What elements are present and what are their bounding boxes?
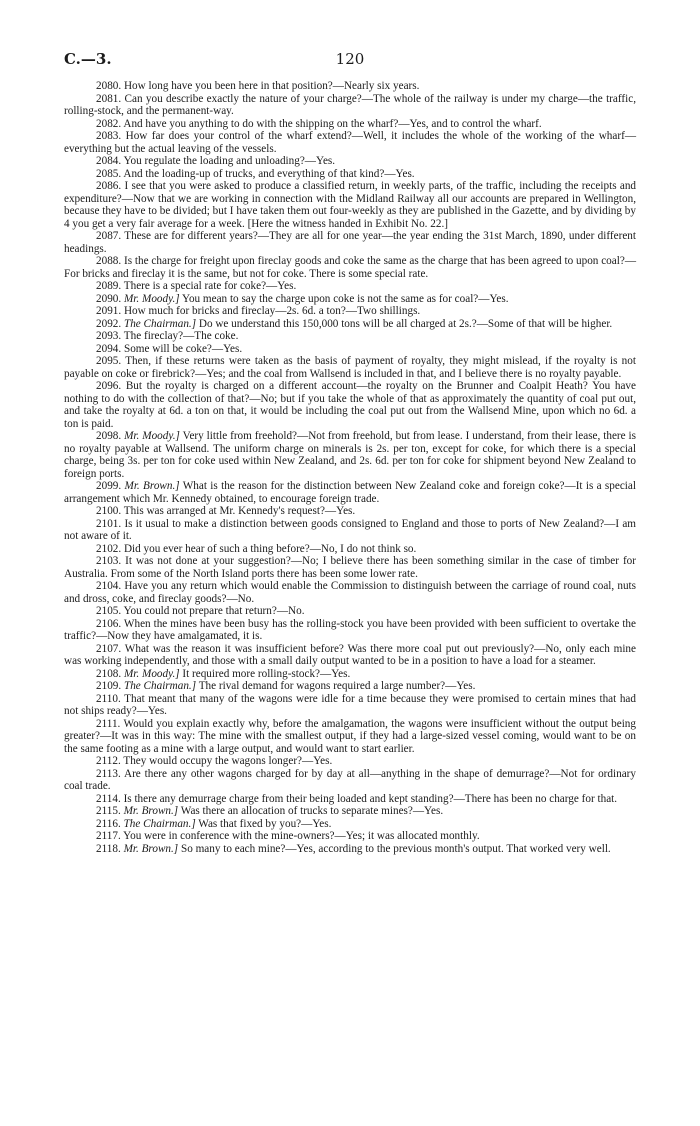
question-number: 2088. [96,255,122,267]
question-paragraph [64,693,636,718]
question-paragraph [64,805,636,818]
question-paragraph [64,168,636,181]
question-text: Was that fixed by you?—Yes. [198,817,332,830]
question-number: 2091. [96,305,122,317]
question-paragraph [64,343,636,356]
question-text: That meant that many of the wagons were idle for a time because they were promised to certain mines that had not ships ready?—Yes. [64,692,636,717]
question-text: There is a special rate for coke?—Yes. [123,280,297,292]
question-paragraph [64,618,636,643]
question-text: Then, if these returns were taken as the basis of payment of royalty, they might mislead, if the royalty is not payable on coke or firebrick?—Yes; and the coal from Wallsend is included in that, and I believe there is no royalty payable. [64,355,636,380]
testimony-body [64,80,636,855]
question-paragraph [64,355,636,380]
question-number: 2092. [96,317,122,330]
question-paragraph [64,480,636,505]
question-number: 2104. [96,580,122,592]
question-text: It was not done at your suggestion?—No; I believe there has been something similar in the case of timber for Australia. From some of the North Island ports there has been some lower rate. [64,555,637,580]
question-number: 2115. [96,805,121,817]
question-paragraph [64,755,636,768]
question-number: 2094. [96,342,122,355]
question-paragraph [64,280,636,293]
question-number: 2086. [96,180,122,192]
question-number: 2110. [96,692,121,705]
question-number: 2112. [96,755,121,767]
question-paragraph [64,643,636,668]
speaker-label: Mr. Moody.] [123,292,180,305]
question-number: 2107. [96,642,122,655]
question-text: The fireclay?—The coke. [123,330,239,342]
question-text: Very little from freehold?—Not from freehold, but from lease. I understand, from their lease, there is no royalty payable at Wallsend. The uniform charge on minerals is 2s. per ton, except for coke, for which there is a special charge, being 3s. per ton for coke used within New Zealand, and 2s. 6d. per ton for coke for shipment beyond New Zealand to foreign ports. [64,430,636,480]
question-number: 2100. [96,505,122,517]
question-text: I see that you were asked to produce a classified return, in weekly parts, of the traffic, including the receipts and expenditure?—Now that we are working in connection with the Midland Railway all our accounts are prepared in Wellington, because they have to be divided; but I have taken them out four-weekly as they are published in the Gazette, and by dividing by 4 you get a very fair average for a week. [Here the witness handed in Exhibit No. 22.] [64,180,637,230]
question-number: 2116. [96,817,121,830]
question-text: Can you describe exactly the nature of your charge?—The whole of the railway is under my charge—the traffic, rolling-stock, and the permanent-way. [64,92,636,117]
question-paragraph [64,230,636,255]
question-number: 2090. [96,292,122,305]
question-number: 2093. [96,330,122,342]
question-text: How far does your control of the wharf extend?—Well, it includes the whole of the working of the wharf—everything but the actual leaving of the vessels. [64,130,637,155]
question-text: And have you anything to do with the shipping on the wharf?—Yes, and to control the wharf. [123,117,542,130]
question-text: They would occupy the wagons longer?—Yes. [123,755,333,767]
question-text: Is there any demurrage charge from their being loaded and kept standing?—There has been no charge for that. [123,792,618,805]
question-paragraph [64,293,636,306]
question-number: 2085. [96,167,122,180]
question-text: Do we understand this 150,000 tons will be all charged at 2s.?—Some of that will be higher. [198,317,613,330]
question-number: 2113. [96,767,121,780]
question-paragraph [64,330,636,343]
question-number: 2101. [96,517,122,530]
question-number: 2117. [96,830,121,842]
question-number: 2099. [96,480,122,492]
question-paragraph [64,518,636,543]
question-text: You regulate the loading and unloading?—Yes. [123,155,336,167]
speaker-label: Mr. Brown.] [124,480,180,492]
question-number: 2108. [96,667,122,680]
question-number: 2082. [96,117,122,130]
question-number: 2106. [96,617,122,630]
speaker-label: Mr. Brown.] [123,842,179,855]
question-text: The rival demand for wagons required a large number?—Yes. [198,680,476,692]
question-paragraph [64,605,636,618]
question-paragraph [64,580,636,605]
question-number: 2087. [96,230,122,242]
question-number: 2080. [96,80,122,92]
question-paragraph [64,680,636,693]
question-text: Would you explain exactly why, before the amalgamation, the wagons were insufficient without the output being greater?—It was in this way: The mine with the smallest output, if they had a large-sized vessel coming, would want to be on the same footing as a mine with a large output, and would want to start earlier. [64,717,636,755]
question-number: 2089. [96,280,122,292]
question-paragraph [64,318,636,331]
page-header [64,50,636,72]
question-text: So many to each mine?—Yes, according to the previous month's output. That worked very well. [180,842,611,855]
question-text: Was there an allocation of trucks to separate mines?—Yes. [180,805,444,817]
question-text: And the loading-up of trucks, and everything of that kind?—Yes. [123,167,415,180]
question-text: Did you ever hear of such a thing before?—No, I do not think so. [123,542,417,555]
page-number: 120 [335,50,365,68]
question-paragraph [64,555,636,580]
question-text: How much for bricks and fireclay—2s. 6d. a ton?—Two shillings. [123,305,421,317]
question-text: When the mines have been busy has the rolling-stock you have been provided with been sufficient to overtake the traffic?—Now they have amalgamated, it is. [64,617,636,642]
question-paragraph [64,430,636,480]
question-text: Are there any other wagons charged for by day at all—anything in the shape of demurrage?—Not for ordinary coal trade. [64,767,636,792]
speaker-label: Mr. Brown.] [123,805,179,817]
question-text: It required more rolling-stock?—Yes. [182,667,351,680]
speaker-label: Mr. Moody.] [124,430,180,442]
question-number: 2083. [96,130,122,142]
question-text: This was arranged at Mr. Kennedy's request?—Yes. [123,505,356,517]
question-text: These are for different years?—They are all for one year—the year ending the 31st March, 1890, under different headings. [64,230,636,255]
question-paragraph [64,305,636,318]
question-paragraph [64,255,636,280]
question-number: 2105. [96,605,122,617]
question-number: 2109. [96,680,122,692]
question-paragraph [64,505,636,518]
question-text: Is the charge for freight upon fireclay goods and coke the same as the charge that has been agreed to upon coal?—For bricks and fireclay it is the same, but not for coke. There is some special rate. [64,255,637,280]
question-number: 2098. [96,430,122,442]
question-paragraph [64,155,636,168]
question-paragraph [64,180,636,230]
question-number: 2111. [96,717,121,730]
question-paragraph [64,93,636,118]
speaker-label: The Chairman.] [123,680,197,692]
question-paragraph [64,793,636,806]
question-paragraph [64,668,636,681]
question-number: 2102. [96,542,122,555]
question-text: How long have you been here in that position?—Nearly six years. [123,80,420,92]
question-number: 2081. [96,92,122,105]
question-paragraph [64,130,636,155]
question-text: You mean to say the charge upon coke is not the same as for coal?—Yes. [181,292,509,305]
question-number: 2096. [96,380,122,392]
question-text: What is the reason for the distinction between New Zealand coke and foreign coke?—It is a special arrangement which Mr. Kennedy obtained, to encourage foreign trade. [64,480,636,505]
document-reference: C.—3. [64,50,112,68]
question-number: 2095. [96,355,122,367]
question-text: Some will be coke?—Yes. [123,342,243,355]
question-paragraph [64,768,636,793]
question-paragraph [64,818,636,831]
question-text: Is it usual to make a distinction between goods consigned to England and those to ports of New Zealand?—I am not aware of it. [64,517,637,542]
question-paragraph [64,843,636,856]
question-number: 2084. [96,155,122,167]
question-paragraph [64,80,636,93]
speaker-label: Mr. Moody.] [123,667,180,680]
question-text: Have you any return which would enable the Commission to distinguish between the carriage of round coal, nuts and dross, coke, and fireclay goods?—No. [64,580,637,605]
speaker-label: The Chairman.] [123,317,197,330]
question-number: 2118. [96,842,121,855]
question-number: 2103. [96,555,122,567]
question-text: What was the reason it was insufficient before? Was there more coal put out previously?—No, only each mine was working independently, and those with a small daily output wanted to be in a position to have a load for a steamer. [64,642,636,667]
question-paragraph [64,380,636,430]
question-paragraph [64,118,636,131]
question-paragraph [64,543,636,556]
speaker-label: The Chairman.] [123,817,196,830]
question-text: You were in conference with the mine-owners?—Yes; it was allocated monthly. [123,830,480,842]
question-text: You could not prepare that return?—No. [123,605,305,617]
question-number: 2114. [96,792,121,805]
question-paragraph [64,718,636,756]
question-text: But the royalty is charged on a different account—the royalty on the Brunner and Coalpit Heath? You have nothing to do with the collection of that?—No; but if you take the whole of that as approximately the quantity of coal put out, and take the royalty at 6d. a ton on that, it would be including the coal put out from the Wallsend Mine, upon which no 6d. a ton is paid. [64,380,636,430]
question-paragraph [64,830,636,843]
